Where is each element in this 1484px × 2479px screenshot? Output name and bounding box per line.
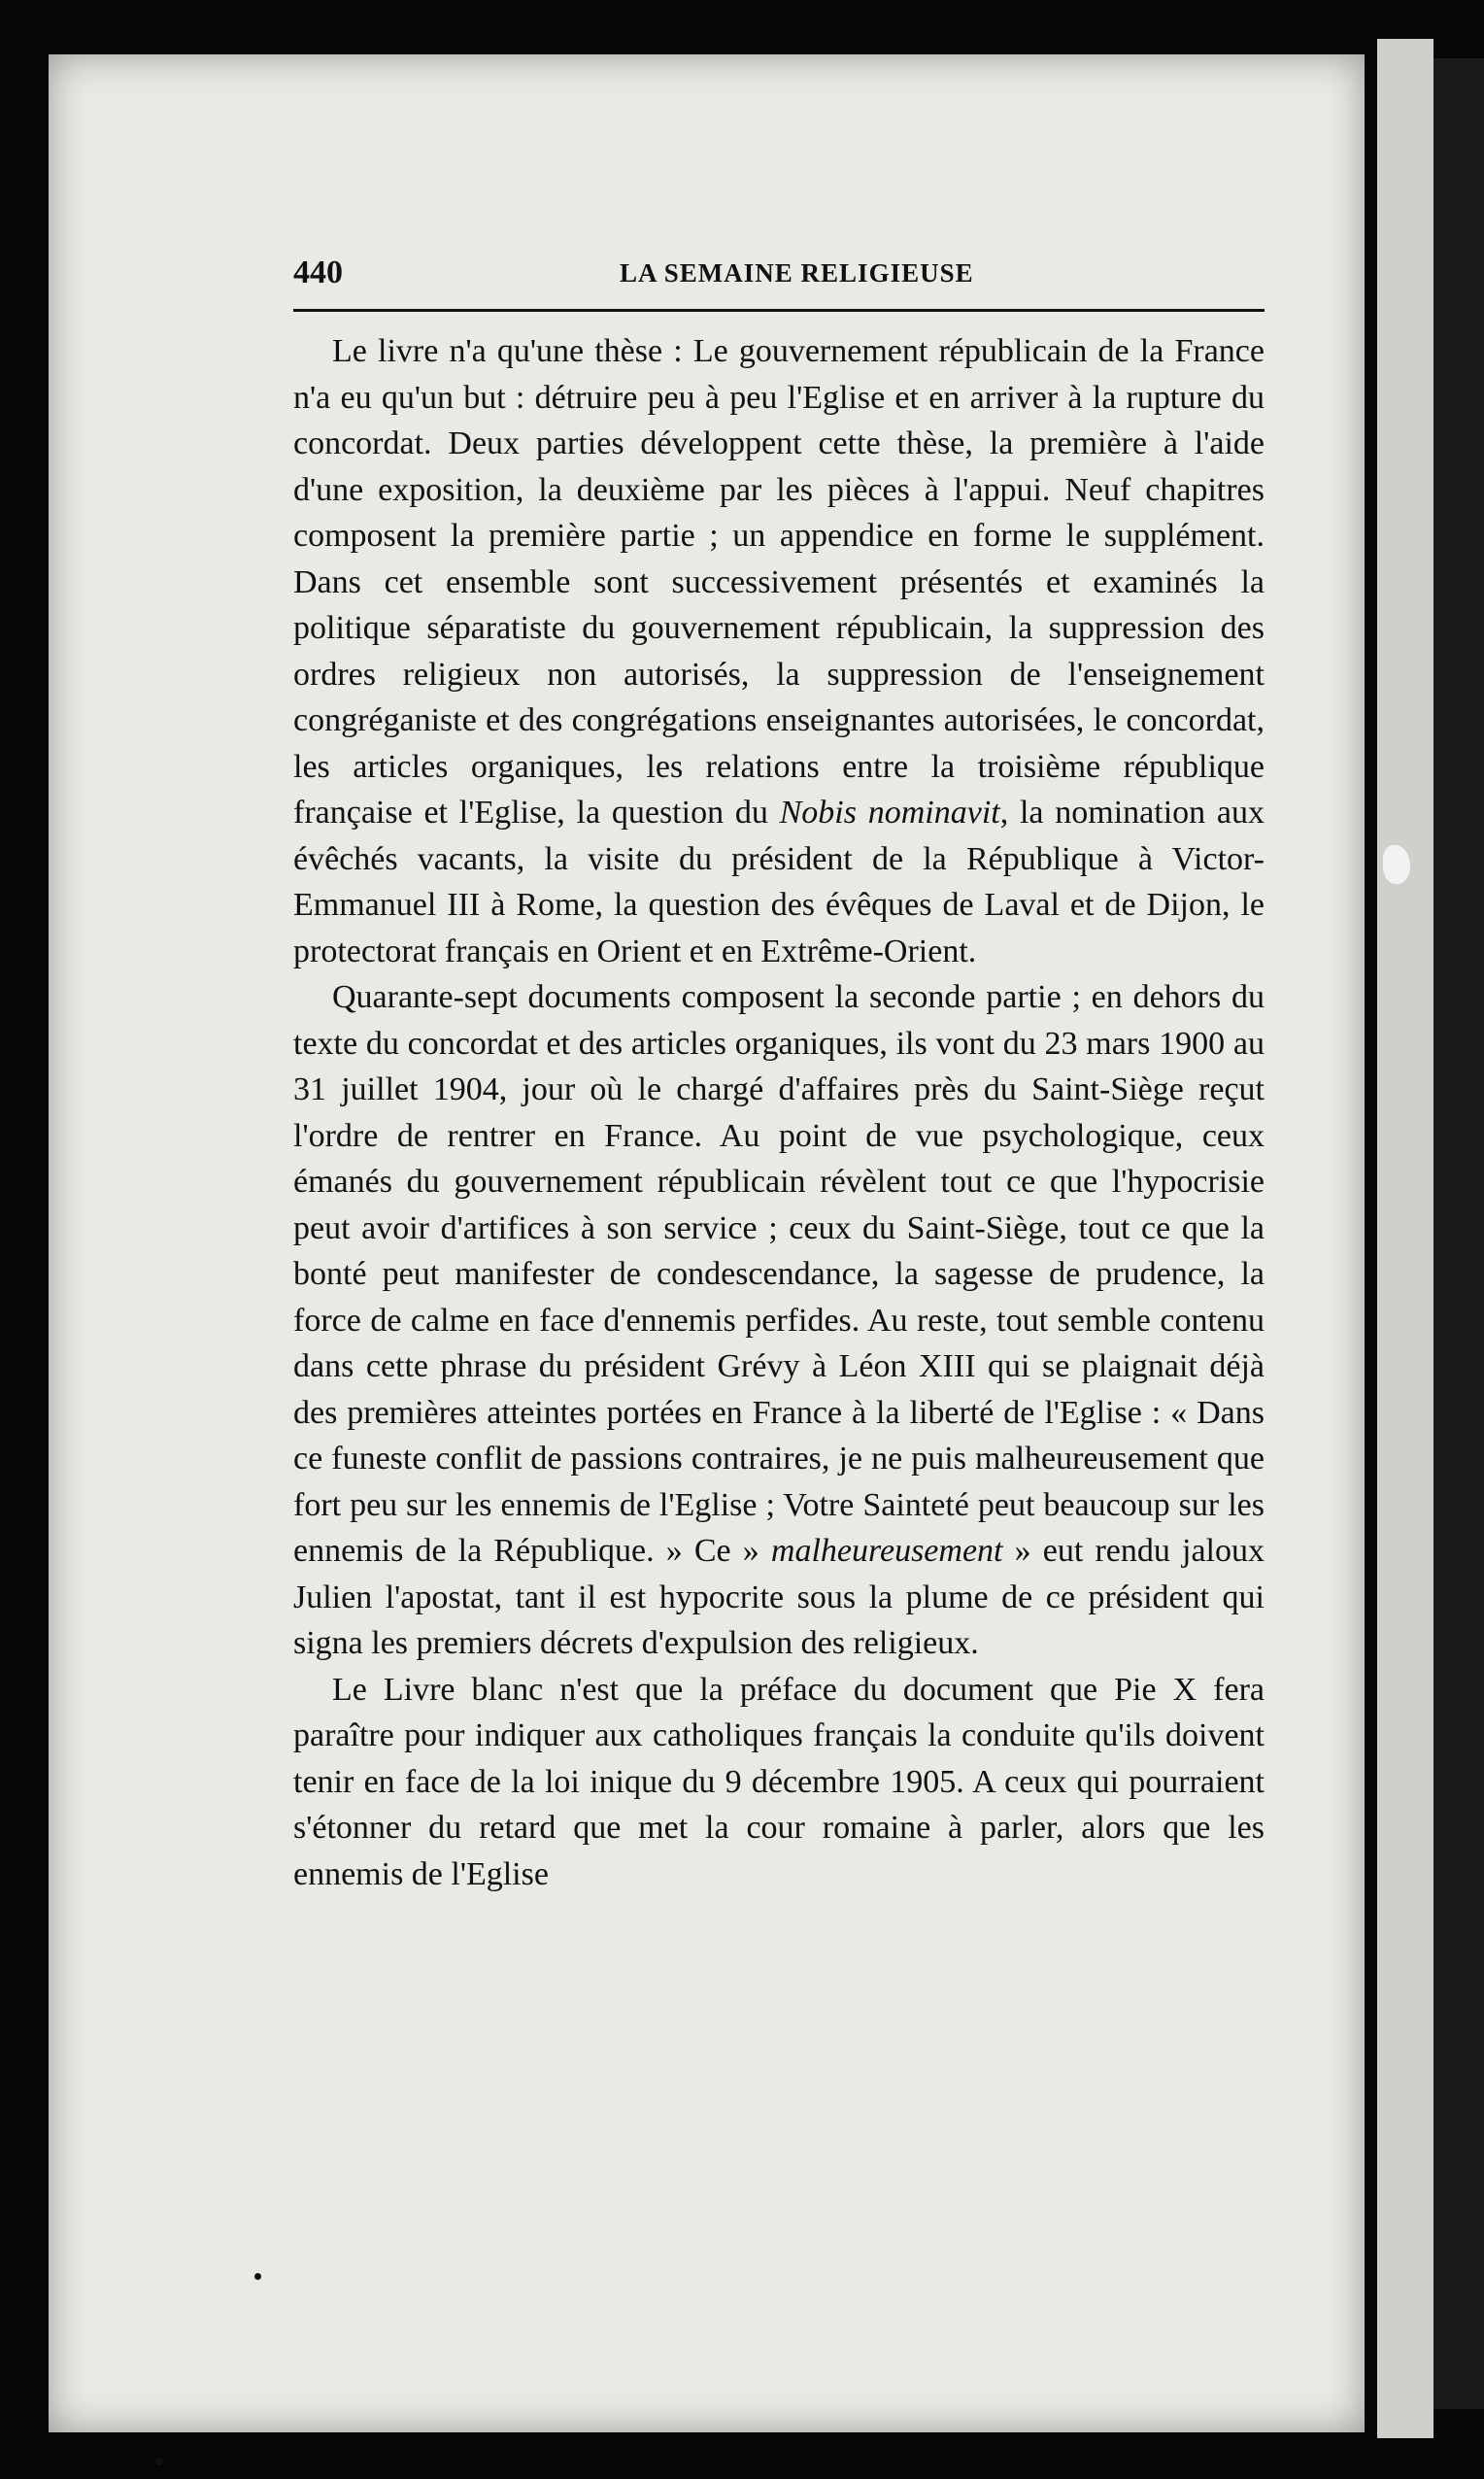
paragraph-1 [293, 328, 1265, 974]
paragraph-2-italic: malheureusement [770, 1533, 1003, 1569]
paragraph-2-text-a: Quarante-sept documents composent la seconde partie ; en dehors du texte du concordat et des articles organiques, ils vont du 23 mars 1900 au 31 juillet 1904, jour où le chargé d'affaires près du Saint-Siège reçut l'ordre de rentrer en France. Au point de vue psychologique, ceux émanés du gouvernement républicain révèlent tout ce que l'hypocrisie peut avoir d'artifices à son service ; ceux du Saint-Siège, tout ce que la bonté peut manifester de condescendance, la sagesse de prudence, la force de calme en face d'ennemis perfides. Au reste, tout semble contenu dans cette phrase du président Grévy à Léon XIII qui se plaignait déjà des premières atteintes portées en France à la liberté de l'Eglise : « Dans ce funeste conflit de passions contraires, je ne puis malheureusement que fort peu sur les ennemis de l'Eglise ; Votre Sainteté peut beaucoup sur les ennemis de la République. » Ce » [293, 979, 1265, 1569]
paragraph-3 [293, 1667, 1265, 1898]
scan-speck [155, 2458, 163, 2465]
adjacent-page-edge [1377, 39, 1433, 2438]
header-rule [293, 309, 1265, 312]
body-text [293, 328, 1265, 1897]
paragraph-1-text-b: , la nomination aux évêchés vacants, la visite du président de la République à Victor-Emmanuel III à Rome, la question des évêques de Laval et de Dijon, le protectorat français en Orient et en Extrême-Orient. [293, 795, 1265, 969]
paragraph-3-text-a: Le Livre blanc n'est que la préface du document que Pie X fera paraître pour indiquer aux catholiques français la conduite qu'ils doivent tenir en face de la loi inique du 9 décembre 1905. A ceux qui pourraient s'étonner du retard que met la cour romaine à parler, alors que les ennemis de l'Eglise [293, 1671, 1265, 1892]
book-binding-shadow [1433, 58, 1484, 2409]
scan-speck [254, 2273, 261, 2280]
running-title: LA SEMAINE RELIGIEUSE [620, 258, 974, 288]
paragraph-2 [293, 974, 1265, 1667]
paragraph-1-text-a: Le livre n'a qu'une thèse : Le gouvernement républicain de la France n'a eu qu'un but : détruire peu à peu l'Eglise et en arriver à la rupture du concordat. Deux parties développent cette thèse, la première à l'aide d'une exposition, la deuxième par les pièces à l'appui. Neuf chapitres composent la première partie ; un appendice en forme le supplément. Dans cet ensemble sont successivement présentés et examinés la politique séparatiste du gouvernement républicain, la suppression des ordres religieux non autorisés, la suppression de l'enseignement congréganiste et des congrégations enseignantes autorisées, le concordat, les articles organiques, les relations entre la troisième république française et l'Eglise, la question du [293, 333, 1265, 831]
page-header [293, 255, 1265, 303]
paragraph-2-text-b: » eut rendu jaloux Julien l'apostat, tant il est hypocrite sous la plume de ce président qui signa les premiers décrets d'expulsion des religieux. [293, 1533, 1265, 1661]
paragraph-1-italic: Nobis nominavit [779, 795, 1000, 831]
scan-speck [1383, 845, 1410, 884]
page-number: 440 [293, 255, 343, 290]
